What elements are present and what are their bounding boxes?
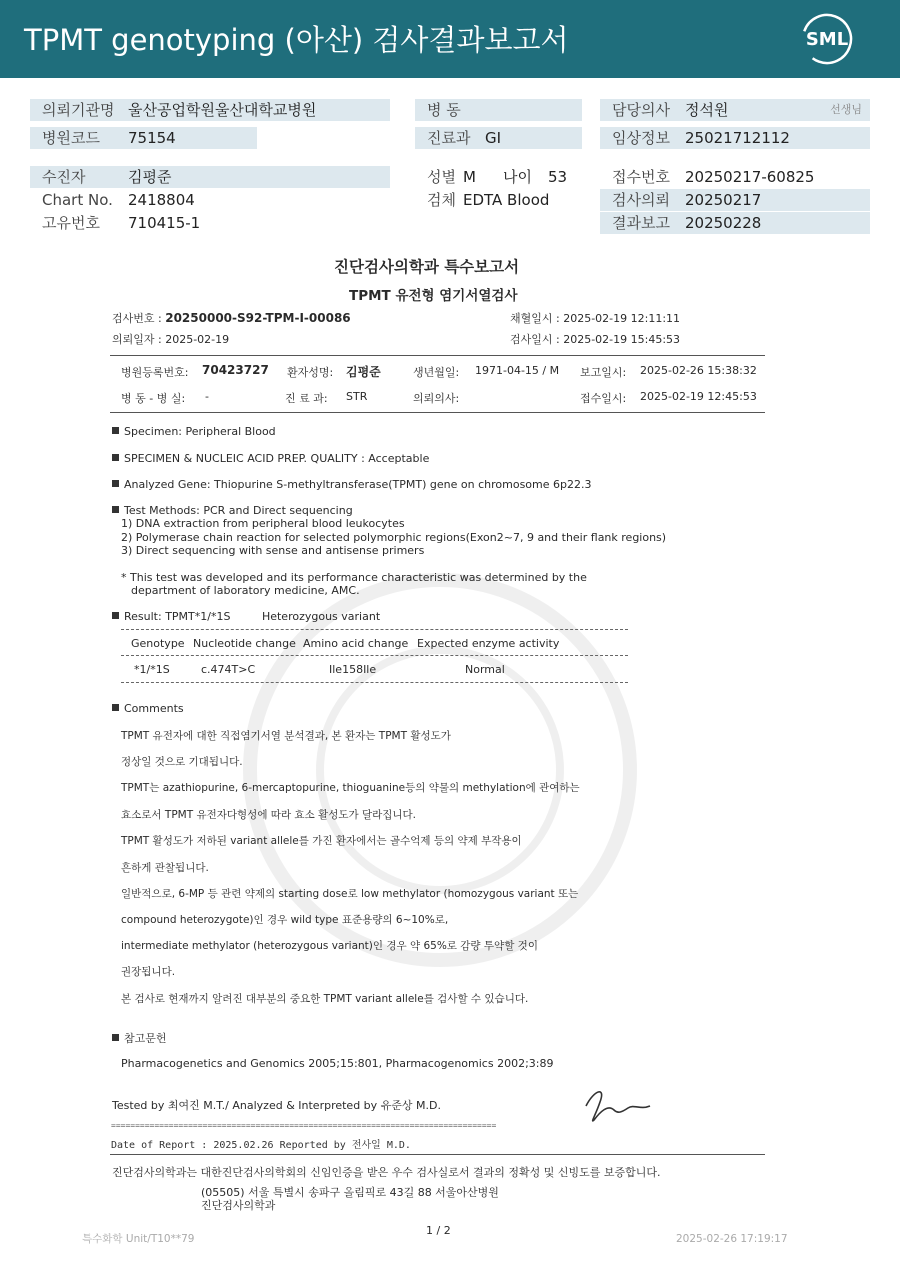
signature-icon [580,1082,654,1130]
method-3: 3) Direct sequencing with sense and antisense primers [121,544,425,557]
table-rule [121,682,628,683]
info-receipt-no: 접수번호 20250217-60825 [612,168,815,186]
info-ward: 병 동 [415,99,582,121]
test-title: TPMT 유전형 염기서열검사 [349,288,518,304]
double-rule: ================================================================================ [111,1121,497,1130]
methods-title: Test Methods: PCR and Direct sequencing [112,504,353,517]
address-dept: 진단검사의학과 [201,1199,276,1212]
info-physician: 담당의사 정석원 선생님 [600,99,870,121]
table-header-enzyme: Expected enzyme activity [417,637,560,650]
report-title: TPMT genotyping (아산) 검사결과보고서 [24,23,569,57]
reg-no-label: 병원등록번호: [121,366,189,379]
tested-by: Tested by 최여진 M.T./ Analyzed & Interpreted by 유준상 M.D. [112,1099,441,1112]
dept: STR [346,390,368,403]
dept-label: 진 료 과: [285,392,328,405]
ward-bed: - [205,390,209,403]
info-report-date: 결과보고 20250228 [600,212,870,234]
logo-text: SML [805,29,849,50]
info-unique-no: 고유번호 710415-1 [42,214,201,232]
address: (05505) 서울 특별시 송파구 올림픽로 43길 88 서울아산병원 [201,1186,499,1199]
report-datetime: 2025-02-26 15:38:32 [640,364,757,377]
doctor-label: 의뢰의사: [413,392,460,405]
report-dt-label: 보고일시: [580,366,627,379]
method-1: 1) DNA extraction from peripheral blood leukocytes [121,517,405,530]
table-rule [121,629,628,630]
table-header-amino: Amino acid change [303,637,409,650]
info-specimen: 검체 EDTA Blood [427,191,550,209]
dept-report-title: 진단검사의학과 특수보고서 [334,258,520,276]
request-date-row: 의뢰일자 : 2025-02-19 [112,333,230,346]
comments-title: Comments [112,702,184,715]
footer-unit: 특수화학 Unit/T10**79 [82,1233,195,1245]
comment-line: TPMT 유전자에 대한 직접염기서열 분석결과, 본 환자는 TPMT 활성도가 [121,730,451,742]
footer-timestamp: 2025-02-26 17:19:17 [676,1233,788,1245]
date-of-report: Date of Report : 2025.02.26 Reported by 전사일 M.D. [111,1140,411,1151]
comment-line: 본 검사로 현재까지 알려진 대부분의 중요한 TPMT variant allele를 검사할 수 있습니다. [121,993,529,1005]
table-rule [121,655,628,656]
comment-line: 일반적으로, 6-MP 등 관련 약제의 starting dose로 low methylator (homozygous variant 또는 [121,888,579,900]
dob-label: 생년월일: [413,366,460,379]
refs: Pharmacogenetics and Genomics 2005;15:801, Pharmacogenomics 2002;3:89 [121,1057,554,1070]
comment-line: 권장됩니다. [121,966,176,978]
test-no-row: 검사번호 : 20250000-S92-TPM-I-00086 [112,311,351,325]
comment-line: compound heterozygote)인 경우 wild type 표준용량의 6~10%로, [121,914,449,926]
info-hospital-code: 병원코드 75154 [30,127,257,149]
comment-line: 흔하게 관찰됩니다. [121,862,209,874]
info-examinee: 수진자 김평준 [30,166,390,188]
divider [110,355,765,356]
info-requesting-institution: 의뢰기관명 울산공업학원울산대학교병원 [30,99,390,121]
collect-datetime-row: 채혈일시 : 2025-02-19 12:11:11 [510,312,681,325]
table-cell-genotype: *1/*1S [134,663,170,676]
table-cell-amino: Ile158Ile [329,663,377,676]
divider [110,1154,765,1155]
info-clinical: 임상정보 25021712112 [600,127,870,149]
patient-name-label: 환자성명: [287,366,334,379]
table-header-genotype: Genotype [131,637,185,650]
receipt-datetime: 2025-02-19 12:45:53 [640,390,757,403]
quality-line: SPECIMEN & NUCLEIC ACID PREP. QUALITY : Acceptable [112,452,429,465]
note-line-2: department of laboratory medicine, AMC. [131,584,360,597]
info-request-date: 검사의뢰 20250217 [600,189,870,211]
refs-title: 참고문헌 [112,1030,167,1046]
table-cell-nucleotide: c.474T>C [201,663,256,676]
comment-line: 효소로서 TPMT 유전자다형성에 따라 효소 활성도가 달라집니다. [121,809,417,821]
note-line-1: * This test was developed and its performance characteristic was determined by the [121,571,587,584]
info-chart-no: Chart No. 2418804 [42,191,195,209]
comment-line: TPMT는 azathiopurine, 6-mercaptopurine, thioguanine등의 약물의 methylation에 관여하는 [121,782,580,794]
certification: 진단검사의학과는 대한진단검사의학회의 신임인증을 받은 우수 검사실로서 결과의 정확성 및 신빙도를 보증합니다. [112,1166,661,1179]
method-2: 2) Polymerase chain reaction for selected polymorphic regions(Exon2~7, 9 and their flank regions) [121,531,667,544]
specimen-line: Specimen: Peripheral Blood [112,425,276,438]
ward-bed-label: 병 동 - 병 실: [121,392,186,405]
comment-line: 정상일 것으로 기대됩니다. [121,756,243,768]
exam-datetime-row: 검사일시 : 2025-02-19 15:45:53 [510,333,681,346]
divider [110,412,765,413]
reg-no: 70423727 [202,363,269,377]
comment-line: TPMT 활성도가 저하된 variant allele를 가진 환자에서는 골수억제 등의 약제 부작용이 [121,835,522,847]
comment-line: intermediate methylator (heterozygous variant)인 경우 약 65%로 감량 투약할 것이 [121,940,538,952]
result-line: Result: TPMT*1/*1S Heterozygous variant [112,610,380,623]
gene-line: Analyzed Gene: Thiopurine S-methyltransferase(TPMT) gene on chromosome 6p22.3 [112,478,591,491]
info-sex-age: 성별 M 나이 53 [427,168,568,186]
dob: 1971-04-15 / M [475,364,560,377]
page-number: 1 / 2 [426,1224,451,1237]
table-cell-enzyme: Normal [465,663,505,676]
receipt-dt-label: 접수일시: [580,392,627,405]
table-header-nucleotide: Nucleotide change [193,637,296,650]
info-department: 진료과 GI [415,127,582,149]
patient-name: 김평준 [346,365,381,379]
